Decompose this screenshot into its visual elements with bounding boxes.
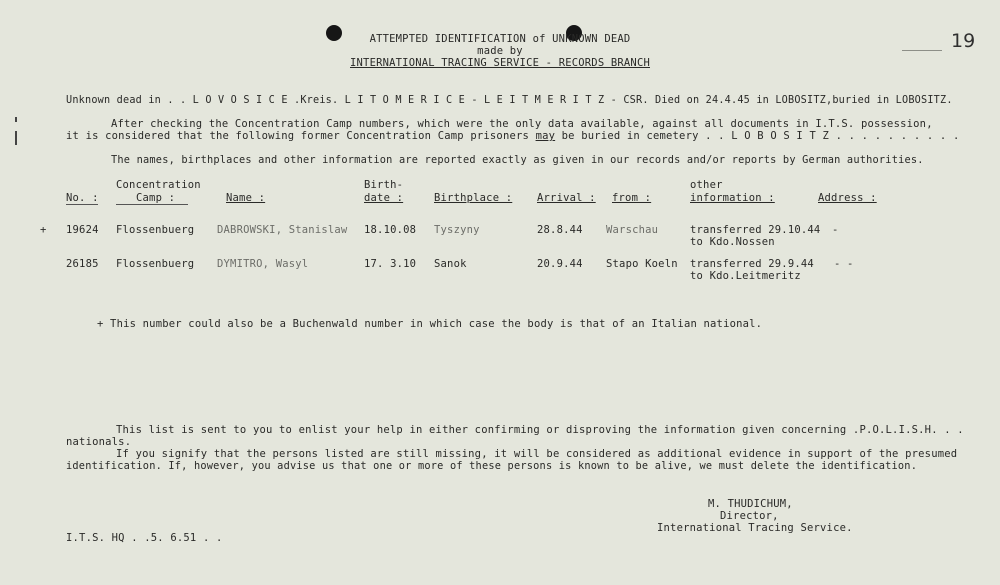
made-by: made by <box>477 45 523 57</box>
header-camp-top: Concentration <box>116 179 201 191</box>
row-info-line-2: to Kdo.Leitmeritz <box>690 270 801 282</box>
margin-mark <box>15 131 17 145</box>
row-camp: Flossenbuerg <box>116 224 195 236</box>
header-underline-no <box>66 204 98 205</box>
organization-branch: INTERNATIONAL TRACING SERVICE - RECORDS BRANCH <box>350 57 650 69</box>
header-birthplace: Birthplace : <box>434 192 513 204</box>
header-camp: Camp : <box>136 192 176 204</box>
checking-line-2 <box>66 130 959 143</box>
corner-dash <box>902 50 942 51</box>
row-address: - <box>832 224 839 236</box>
closing-paragraph-1-line-1: This list is sent to you to enlist your help in either confirming or disproving the information given concerning .P.O.L.I.S.H. . . <box>116 424 964 436</box>
row-info-line-2: to Kdo.Nossen <box>690 236 775 248</box>
row-info-line-1: transferred 29.9.44 <box>690 258 814 270</box>
header-other: information : <box>690 192 775 204</box>
row-birthdate: 17. 3.10 <box>364 258 417 270</box>
header-birth-top: Birth- <box>364 179 404 191</box>
header-name: Name : <box>226 192 266 204</box>
row-address: - - <box>834 258 854 270</box>
footnote: + This number could also be a Buchenwald number in which case the body is that of an Italian national. <box>97 318 763 330</box>
header-no: No. : <box>66 192 99 204</box>
unknown-dead-line: Unknown dead in . . L O V O S I C E .Kreis. L I T O M E R I C E - L E I T M E R I T Z - CSR. Died on 24.4.45 in LOBOSITZ,buried in LOBOSITZ. <box>66 95 953 106</box>
signatory-title: Director, <box>720 510 779 522</box>
row-birthplace: Sanok <box>434 258 467 270</box>
names-note: The names, birthplaces and other information are reported exactly as given in our records and/or reports by German authorities. <box>111 154 924 166</box>
checking-line-2-start: it is considered that the following former Concentration Camp prisoners <box>66 130 536 142</box>
row-from: Stapo Koeln <box>606 258 678 270</box>
header-arrival: Arrival : <box>537 192 596 204</box>
closing-paragraph-2-line-1: If you signify that the persons listed are still missing, it will be considered as additional evidence in support of the presumed <box>116 448 958 460</box>
document-title: ATTEMPTED IDENTIFICATION of UNKNOWN DEAD <box>369 33 631 45</box>
header-address: Address : <box>818 192 877 204</box>
header-underline-camp <box>116 204 188 205</box>
row-number: 19624 <box>66 224 99 236</box>
checking-line-2-end: be buried in cemetery . . L O B O S I T Z . . . . . . . . . . <box>555 130 960 142</box>
header-other-top: other <box>690 179 723 191</box>
signatory-name: M. THUDICHUM, <box>708 498 793 510</box>
row-name: DYMITRO, Wasyl <box>217 258 309 270</box>
row-birthplace: Tyszyny <box>434 224 480 236</box>
margin-mark <box>15 117 17 122</box>
signatory-organization: International Tracing Service. <box>657 522 853 534</box>
page-number: 19 <box>951 30 976 52</box>
closing-paragraph-2-line-2: identification. If, however, you advise us that one or more of these persons is known to be alive, we must delete the identification. <box>66 460 918 472</box>
row-number: 26185 <box>66 258 99 270</box>
may-emphasis: may <box>535 130 556 142</box>
row-from: Warschau <box>606 224 659 236</box>
row-name: DABROWSKI, Stanislaw <box>217 224 348 236</box>
header-birthdate: date : <box>364 192 404 204</box>
row-birthdate: 18.10.08 <box>364 224 417 236</box>
hq-date-stamp: I.T.S. HQ . .5. 6.51 . . <box>66 532 223 544</box>
row-arrival: 28.8.44 <box>537 224 583 236</box>
row-camp: Flossenbuerg <box>116 258 195 270</box>
row-arrival: 20.9.44 <box>537 258 583 270</box>
row-marker: + <box>40 224 47 236</box>
closing-paragraph-1-line-2: nationals. <box>66 436 132 448</box>
header-from: from : <box>612 192 652 204</box>
row-info-line-1: transferred 29.10.44 <box>690 224 821 236</box>
checking-line-1: After checking the Concentration Camp numbers, which were the only data available, against all documents in I.T.S. possession, <box>111 118 933 130</box>
